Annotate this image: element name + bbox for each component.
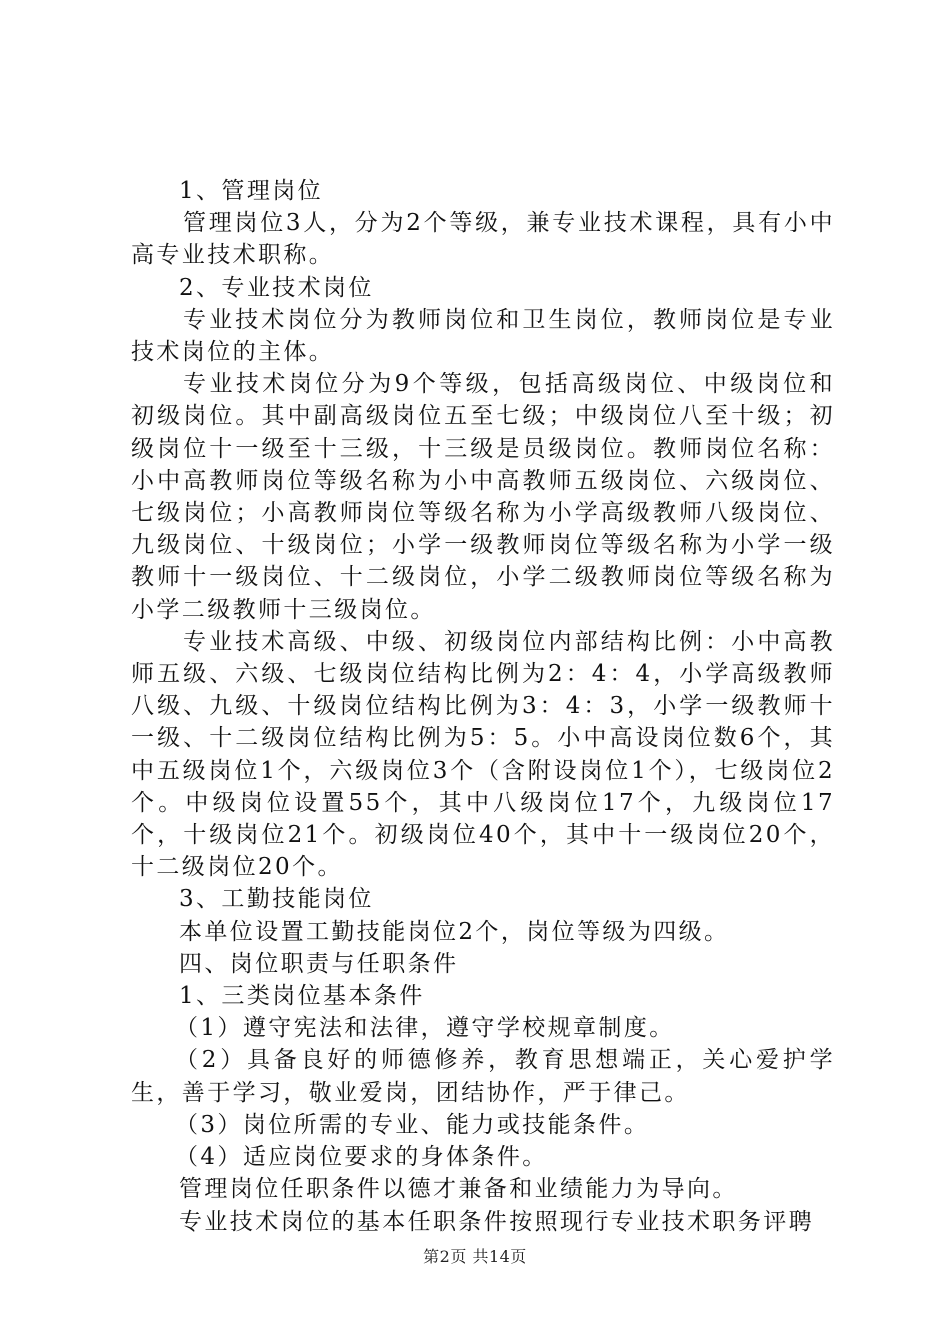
document-body (131, 175, 835, 1238)
heading-service-posts: 3、工勤技能岗位 (179, 886, 374, 913)
paragraph: 本单位设置工勤技能岗位2个，岗位等级为四级。 (179, 918, 730, 945)
list-item: （2）具备良好的师德修养，教育思想端正，关心爱护学生，善于学习，敬业爱岗，团结协作，严于律己。 (131, 1047, 835, 1106)
paragraph: 专业技术岗位分为教师岗位和卫生岗位，教师岗位是专业技术岗位的主体。 (131, 306, 835, 366)
paragraph: 管理岗位任职条件以德才兼备和业绩能力为导向。 (179, 1176, 738, 1203)
paragraph: 管理岗位3人，分为2个等级，兼专业技术课程，具有小中高专业技术职称。 (131, 210, 835, 269)
paragraph: 专业技术高级、中级、初级岗位内部结构比例：小中高教师五级、六级、七级岗位结构比例为2：4：4，小学高级教师八级、九级、十级岗位结构比例为3：4：3，小学一级教师十一级、十二级岗位结构比例为5：5。小中高设岗位数6个，其中五级岗位1个，六级岗位3个（含附设岗位1个），七级岗位2个。中级岗位设置55个，其中八级岗位17个，九级岗位17个，十级岗位21个。初级岗位40个，其中十一级岗位20个，十二级岗位20个。 (131, 628, 835, 881)
section-heading: 四、岗位职责与任职条件 (179, 950, 459, 977)
heading-technical-posts: 2、专业技术岗位 (179, 274, 374, 301)
paragraph: 专业技术岗位分为9个等级，包括高级岗位、中级岗位和初级岗位。其中副高级岗位五至七级；中级岗位八至十级；初级岗位十一级至十三级，十三级是员级岗位。教师岗位名称：小中高教师岗位等级名称为小中高教师五级岗位、六级岗位、七级岗位；小高教师岗位等级名称为小学高级教师八级岗位、九级岗位、十级岗位；小学一级教师岗位等级名称为小学一级教师十一级岗位、十二级岗位，小学二级教师岗位等级名称为小学二级教师十三级岗位。 (131, 371, 835, 623)
list-item: （3）岗位所需的专业、能力或技能条件。 (175, 1111, 650, 1138)
heading-management-posts: 1、管理岗位 (179, 178, 324, 204)
list-item: （4）适应岗位要求的身体条件。 (175, 1144, 548, 1171)
list-item: （1）遵守宪法和法律，遵守学校规章制度。 (175, 1015, 675, 1042)
paragraph: 专业技术岗位的基本任职条件按照现行专业技术职务评聘 (179, 1208, 814, 1235)
subsection-heading: 1、三类岗位基本条件 (179, 983, 425, 1010)
page-footer: 第2页 共14页 (423, 1247, 527, 1266)
